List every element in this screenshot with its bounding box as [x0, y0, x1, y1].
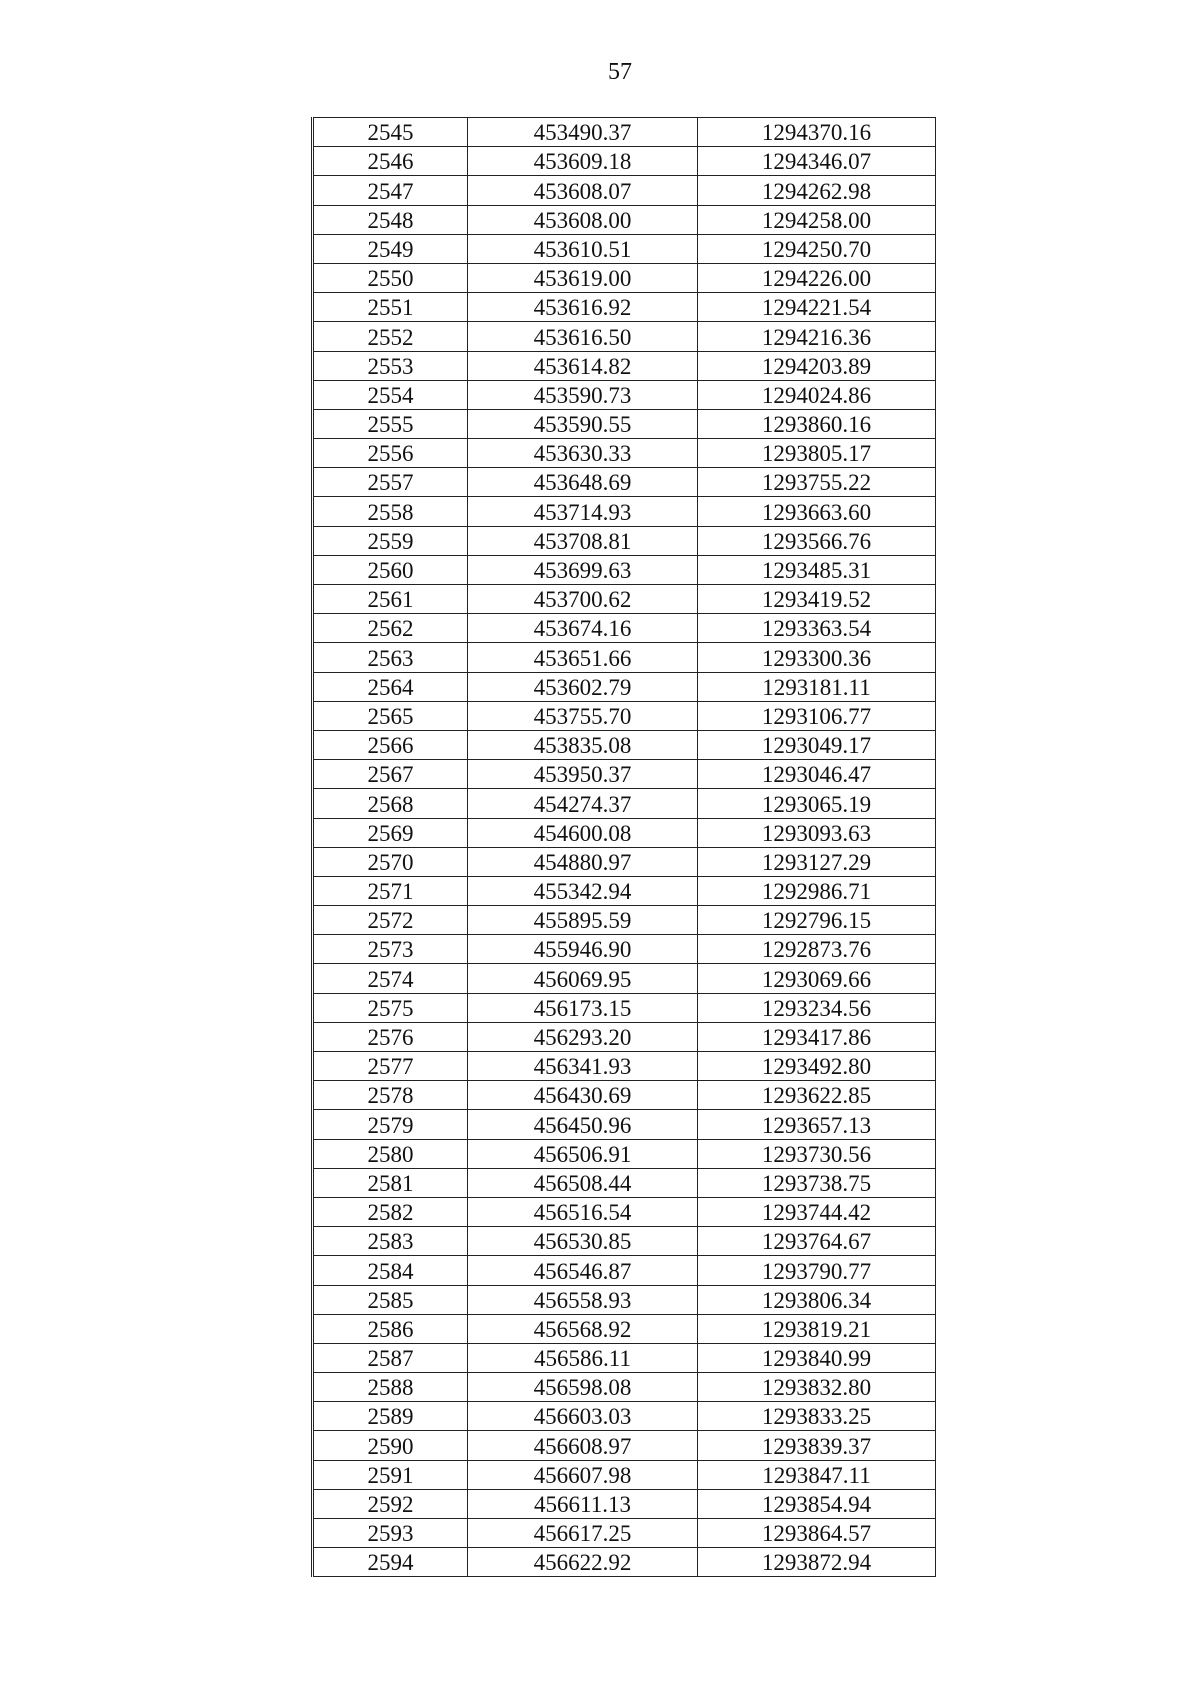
y-coordinate-cell: 1293764.67	[698, 1227, 936, 1256]
point-number-cell: 2561	[313, 585, 468, 614]
x-coordinate-cell: 453608.07	[468, 176, 698, 205]
coordinates-table-body	[313, 118, 936, 1577]
y-coordinate-cell: 1294262.98	[698, 176, 936, 205]
point-number-cell: 2547	[313, 176, 468, 205]
point-number-cell: 2546	[313, 147, 468, 176]
y-coordinate-cell: 1294346.07	[698, 147, 936, 176]
point-number-cell: 2575	[313, 993, 468, 1022]
y-coordinate-cell: 1293755.22	[698, 468, 936, 497]
table-row	[313, 1197, 936, 1226]
table-row	[313, 1402, 936, 1431]
y-coordinate-cell: 1293419.52	[698, 585, 936, 614]
table-row	[313, 1343, 936, 1372]
coordinates-table	[311, 117, 936, 1577]
table-row	[313, 1519, 936, 1548]
point-number-cell: 2580	[313, 1139, 468, 1168]
x-coordinate-cell: 453674.16	[468, 614, 698, 643]
x-coordinate-cell: 456341.93	[468, 1052, 698, 1081]
point-number-cell: 2549	[313, 234, 468, 263]
point-number-cell: 2587	[313, 1343, 468, 1372]
table-row	[313, 818, 936, 847]
table-row	[313, 1431, 936, 1460]
point-number-cell: 2553	[313, 351, 468, 380]
x-coordinate-cell: 453699.63	[468, 555, 698, 584]
x-coordinate-cell: 455342.94	[468, 876, 698, 905]
y-coordinate-cell: 1293854.94	[698, 1489, 936, 1518]
point-number-cell: 2564	[313, 672, 468, 701]
table-row	[313, 439, 936, 468]
y-coordinate-cell: 1294221.54	[698, 293, 936, 322]
point-number-cell: 2562	[313, 614, 468, 643]
table-row	[313, 497, 936, 526]
x-coordinate-cell: 455946.90	[468, 935, 698, 964]
point-number-cell: 2586	[313, 1314, 468, 1343]
point-number-cell: 2567	[313, 760, 468, 789]
x-coordinate-cell: 456608.97	[468, 1431, 698, 1460]
point-number-cell: 2570	[313, 847, 468, 876]
x-coordinate-cell: 456607.98	[468, 1460, 698, 1489]
table-row	[313, 263, 936, 292]
point-number-cell: 2545	[313, 118, 468, 147]
x-coordinate-cell: 456293.20	[468, 1022, 698, 1051]
x-coordinate-cell: 453490.37	[468, 118, 698, 147]
y-coordinate-cell: 1293622.85	[698, 1081, 936, 1110]
point-number-cell: 2581	[313, 1168, 468, 1197]
x-coordinate-cell: 453619.00	[468, 263, 698, 292]
x-coordinate-cell: 453950.37	[468, 760, 698, 789]
point-number-cell: 2591	[313, 1460, 468, 1489]
table-row	[313, 1489, 936, 1518]
x-coordinate-cell: 456598.08	[468, 1373, 698, 1402]
y-coordinate-cell: 1294024.86	[698, 380, 936, 409]
y-coordinate-cell: 1293738.75	[698, 1168, 936, 1197]
y-coordinate-cell: 1293106.77	[698, 701, 936, 730]
y-coordinate-cell: 1293093.63	[698, 818, 936, 847]
y-coordinate-cell: 1293485.31	[698, 555, 936, 584]
x-coordinate-cell: 456430.69	[468, 1081, 698, 1110]
point-number-cell: 2573	[313, 935, 468, 964]
table-row	[313, 847, 936, 876]
point-number-cell: 2577	[313, 1052, 468, 1081]
table-row	[313, 205, 936, 234]
table-row	[313, 614, 936, 643]
table-row	[313, 1256, 936, 1285]
x-coordinate-cell: 453602.79	[468, 672, 698, 701]
table-row	[313, 293, 936, 322]
x-coordinate-cell: 456516.54	[468, 1197, 698, 1226]
table-row	[313, 1052, 936, 1081]
x-coordinate-cell: 456530.85	[468, 1227, 698, 1256]
y-coordinate-cell: 1293363.54	[698, 614, 936, 643]
y-coordinate-cell: 1293657.13	[698, 1110, 936, 1139]
x-coordinate-cell: 453608.00	[468, 205, 698, 234]
table-row	[313, 322, 936, 351]
point-number-cell: 2568	[313, 789, 468, 818]
table-row	[313, 176, 936, 205]
table-row	[313, 1460, 936, 1489]
table-row	[313, 351, 936, 380]
point-number-cell: 2557	[313, 468, 468, 497]
x-coordinate-cell: 456069.95	[468, 964, 698, 993]
x-coordinate-cell: 456568.92	[468, 1314, 698, 1343]
table-row	[313, 1285, 936, 1314]
table-row	[313, 526, 936, 555]
y-coordinate-cell: 1293840.99	[698, 1343, 936, 1372]
x-coordinate-cell: 456603.03	[468, 1402, 698, 1431]
point-number-cell: 2550	[313, 263, 468, 292]
point-number-cell: 2584	[313, 1256, 468, 1285]
x-coordinate-cell: 453590.55	[468, 409, 698, 438]
x-coordinate-cell: 453590.73	[468, 380, 698, 409]
point-number-cell: 2569	[313, 818, 468, 847]
x-coordinate-cell: 453609.18	[468, 147, 698, 176]
y-coordinate-cell: 1294203.89	[698, 351, 936, 380]
x-coordinate-cell: 453651.66	[468, 643, 698, 672]
table-row	[313, 1139, 936, 1168]
table-row	[313, 701, 936, 730]
table-row	[313, 585, 936, 614]
y-coordinate-cell: 1293127.29	[698, 847, 936, 876]
point-number-cell: 2579	[313, 1110, 468, 1139]
x-coordinate-cell: 453700.62	[468, 585, 698, 614]
y-coordinate-cell: 1293065.19	[698, 789, 936, 818]
x-coordinate-cell: 453616.92	[468, 293, 698, 322]
x-coordinate-cell: 454600.08	[468, 818, 698, 847]
table-row	[313, 1314, 936, 1343]
table-row	[313, 468, 936, 497]
table-row	[313, 380, 936, 409]
point-number-cell: 2552	[313, 322, 468, 351]
y-coordinate-cell: 1293864.57	[698, 1519, 936, 1548]
table-row	[313, 935, 936, 964]
y-coordinate-cell: 1293492.80	[698, 1052, 936, 1081]
point-number-cell: 2576	[313, 1022, 468, 1051]
x-coordinate-cell: 454880.97	[468, 847, 698, 876]
y-coordinate-cell: 1293300.36	[698, 643, 936, 672]
y-coordinate-cell: 1292873.76	[698, 935, 936, 964]
table-row	[313, 789, 936, 818]
point-number-cell: 2592	[313, 1489, 468, 1518]
y-coordinate-cell: 1293049.17	[698, 730, 936, 759]
y-coordinate-cell: 1293730.56	[698, 1139, 936, 1168]
point-number-cell: 2551	[313, 293, 468, 322]
table-row	[313, 906, 936, 935]
x-coordinate-cell: 453610.51	[468, 234, 698, 263]
y-coordinate-cell: 1292796.15	[698, 906, 936, 935]
x-coordinate-cell: 456546.87	[468, 1256, 698, 1285]
point-number-cell: 2585	[313, 1285, 468, 1314]
y-coordinate-cell: 1293805.17	[698, 439, 936, 468]
table-row	[313, 1022, 936, 1051]
x-coordinate-cell: 456558.93	[468, 1285, 698, 1314]
table-row	[313, 234, 936, 263]
y-coordinate-cell: 1294216.36	[698, 322, 936, 351]
y-coordinate-cell: 1293417.86	[698, 1022, 936, 1051]
y-coordinate-cell: 1293819.21	[698, 1314, 936, 1343]
x-coordinate-cell: 456506.91	[468, 1139, 698, 1168]
y-coordinate-cell: 1292986.71	[698, 876, 936, 905]
x-coordinate-cell: 456622.92	[468, 1548, 698, 1577]
table-row	[313, 1227, 936, 1256]
x-coordinate-cell: 453616.50	[468, 322, 698, 351]
table-row	[313, 1548, 936, 1577]
point-number-cell: 2559	[313, 526, 468, 555]
x-coordinate-cell: 453630.33	[468, 439, 698, 468]
table-row	[313, 1373, 936, 1402]
point-number-cell: 2590	[313, 1431, 468, 1460]
y-coordinate-cell: 1293832.80	[698, 1373, 936, 1402]
y-coordinate-cell: 1294250.70	[698, 234, 936, 263]
y-coordinate-cell: 1293806.34	[698, 1285, 936, 1314]
coordinates-table-container	[311, 117, 934, 1577]
table-row	[313, 643, 936, 672]
y-coordinate-cell: 1293046.47	[698, 760, 936, 789]
point-number-cell: 2566	[313, 730, 468, 759]
point-number-cell: 2558	[313, 497, 468, 526]
x-coordinate-cell: 456508.44	[468, 1168, 698, 1197]
table-row	[313, 876, 936, 905]
point-number-cell: 2589	[313, 1402, 468, 1431]
table-row	[313, 409, 936, 438]
point-number-cell: 2560	[313, 555, 468, 584]
x-coordinate-cell: 454274.37	[468, 789, 698, 818]
point-number-cell: 2594	[313, 1548, 468, 1577]
x-coordinate-cell: 453614.82	[468, 351, 698, 380]
point-number-cell: 2556	[313, 439, 468, 468]
x-coordinate-cell: 456611.13	[468, 1489, 698, 1518]
point-number-cell: 2565	[313, 701, 468, 730]
y-coordinate-cell: 1293790.77	[698, 1256, 936, 1285]
y-coordinate-cell: 1293069.66	[698, 964, 936, 993]
table-row	[313, 730, 936, 759]
point-number-cell: 2574	[313, 964, 468, 993]
point-number-cell: 2571	[313, 876, 468, 905]
page-number: 57	[608, 59, 632, 85]
y-coordinate-cell: 1293860.16	[698, 409, 936, 438]
x-coordinate-cell: 455895.59	[468, 906, 698, 935]
y-coordinate-cell: 1294258.00	[698, 205, 936, 234]
y-coordinate-cell: 1293833.25	[698, 1402, 936, 1431]
y-coordinate-cell: 1293872.94	[698, 1548, 936, 1577]
table-row	[313, 1168, 936, 1197]
y-coordinate-cell: 1293663.60	[698, 497, 936, 526]
point-number-cell: 2572	[313, 906, 468, 935]
point-number-cell: 2554	[313, 380, 468, 409]
y-coordinate-cell: 1293839.37	[698, 1431, 936, 1460]
table-row	[313, 964, 936, 993]
point-number-cell: 2582	[313, 1197, 468, 1226]
table-row	[313, 147, 936, 176]
y-coordinate-cell: 1293847.11	[698, 1460, 936, 1489]
table-row	[313, 555, 936, 584]
table-row	[313, 1110, 936, 1139]
y-coordinate-cell: 1293234.56	[698, 993, 936, 1022]
table-row	[313, 118, 936, 147]
x-coordinate-cell: 456450.96	[468, 1110, 698, 1139]
x-coordinate-cell: 453714.93	[468, 497, 698, 526]
x-coordinate-cell: 453755.70	[468, 701, 698, 730]
y-coordinate-cell: 1293181.11	[698, 672, 936, 701]
y-coordinate-cell: 1294226.00	[698, 263, 936, 292]
x-coordinate-cell: 456617.25	[468, 1519, 698, 1548]
x-coordinate-cell: 456586.11	[468, 1343, 698, 1372]
x-coordinate-cell: 456173.15	[468, 993, 698, 1022]
x-coordinate-cell: 453648.69	[468, 468, 698, 497]
table-row	[313, 672, 936, 701]
point-number-cell: 2578	[313, 1081, 468, 1110]
x-coordinate-cell: 453835.08	[468, 730, 698, 759]
y-coordinate-cell: 1293744.42	[698, 1197, 936, 1226]
table-row	[313, 760, 936, 789]
point-number-cell: 2563	[313, 643, 468, 672]
y-coordinate-cell: 1293566.76	[698, 526, 936, 555]
table-row	[313, 1081, 936, 1110]
x-coordinate-cell: 453708.81	[468, 526, 698, 555]
point-number-cell: 2548	[313, 205, 468, 234]
point-number-cell: 2555	[313, 409, 468, 438]
point-number-cell: 2588	[313, 1373, 468, 1402]
y-coordinate-cell: 1294370.16	[698, 118, 936, 147]
point-number-cell: 2593	[313, 1519, 468, 1548]
table-row	[313, 993, 936, 1022]
point-number-cell: 2583	[313, 1227, 468, 1256]
